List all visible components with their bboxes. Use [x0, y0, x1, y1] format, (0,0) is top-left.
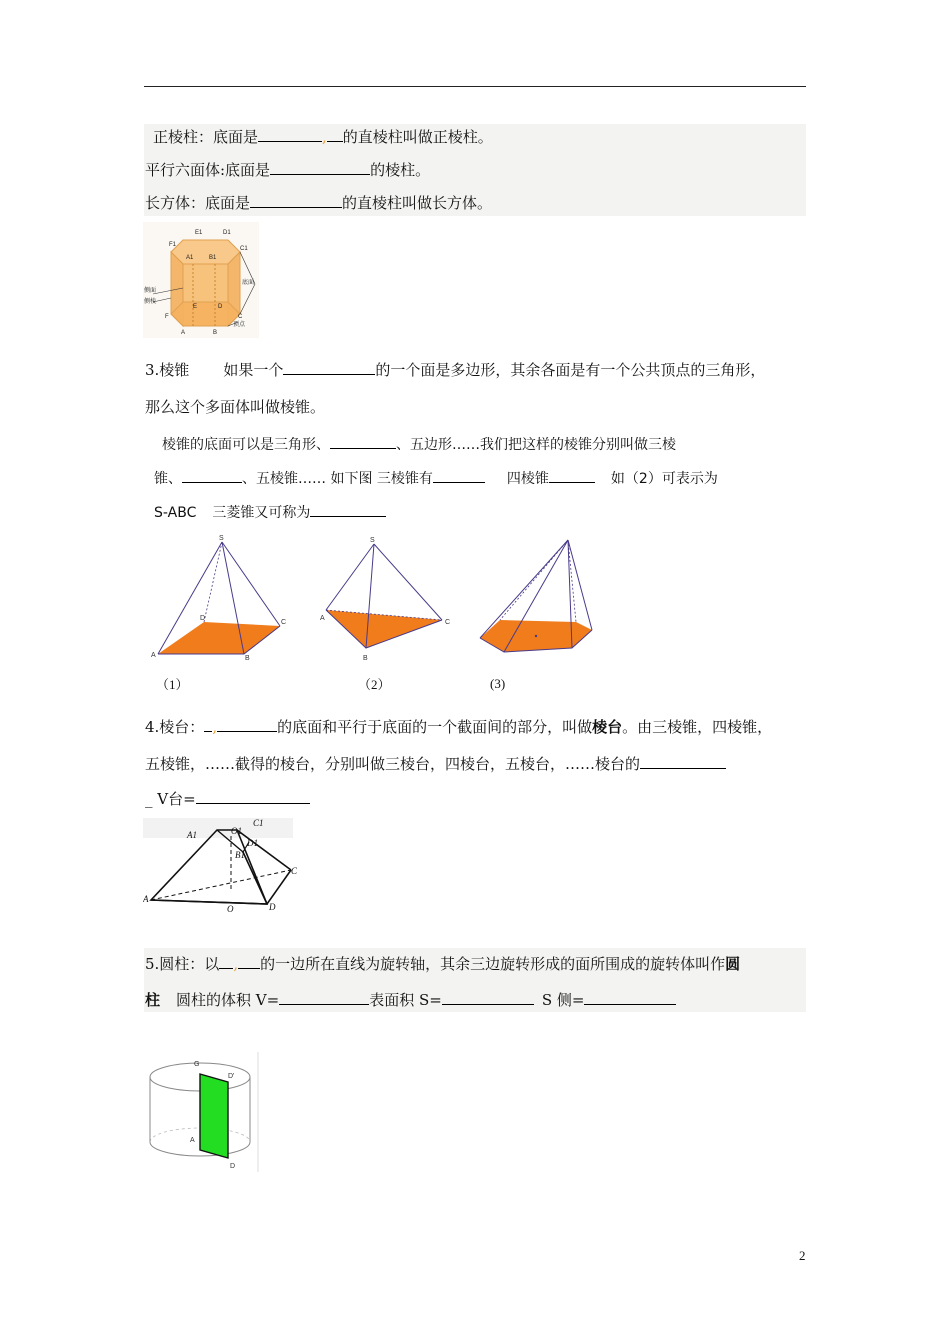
- fig-label: 侧面: [144, 288, 157, 294]
- pyramid-line-1: 3.棱锥 如果一个 的一个面是多边形，其余各面是有一个公共顶点的三角形，: [145, 361, 766, 379]
- blank[interactable]: [310, 502, 386, 517]
- fig-label: E1: [195, 230, 203, 236]
- fig-label: O1: [231, 826, 242, 836]
- figure-caption-3: (3): [490, 676, 506, 691]
- blank[interactable]: [283, 360, 375, 375]
- fig-label: D: [200, 615, 206, 622]
- fig-label: C: [281, 619, 287, 626]
- blank[interactable]: [549, 468, 595, 483]
- blank[interactable]: [584, 990, 676, 1005]
- fig-label: A1: [186, 255, 194, 261]
- fig-label: D': [228, 1073, 235, 1080]
- fig-label: B: [213, 330, 218, 336]
- blank[interactable]: [327, 127, 343, 142]
- fig-label: 顶点: [233, 322, 246, 328]
- cylinder-line-2: 柱 圆柱的体积 V= 表面积 S= S 侧=: [145, 990, 676, 1010]
- fig-label: B1: [235, 850, 245, 860]
- blank[interactable]: [219, 954, 233, 969]
- fig-label: C1: [253, 818, 264, 828]
- fig-label: D: [269, 902, 276, 912]
- pyramid-line-5: S-ABC 三菱锥又可称为: [154, 502, 386, 523]
- fig-label: F1: [169, 242, 177, 248]
- fig-label: A: [190, 1137, 195, 1144]
- blank[interactable]: [640, 754, 726, 769]
- frustum-line-2: 五棱锥，……截得的棱台，分别叫做三棱台，四棱台，五棱台，……棱台的: [145, 754, 726, 774]
- fig-label: F: [165, 314, 169, 320]
- fig-label: B1: [209, 255, 217, 261]
- fig-label: D: [218, 304, 223, 310]
- fig-label: C: [291, 866, 298, 876]
- fig-label: B: [363, 655, 368, 662]
- blank[interactable]: [250, 193, 342, 208]
- pyramid-line-4: 锥、 、五棱锥…… 如下图 三棱锥有 四棱锥 如（2）可表示为: [154, 468, 718, 489]
- fig-label: S: [219, 535, 224, 542]
- cylinder-figure: [144, 1052, 262, 1174]
- parallelepiped-line: 平行六面体:底面是 的棱柱。: [145, 161, 431, 179]
- blank[interactable]: [433, 468, 485, 483]
- fig-label: D1: [247, 838, 258, 848]
- frustum-line-1: 4.棱台： , 的底面和平行于底面的一个截面间的部分，叫做棱台。由三棱锥，四棱锥，: [145, 718, 773, 736]
- frustum-line-3: _ V台=: [145, 789, 310, 809]
- fig-label: C1: [240, 246, 248, 252]
- fig-label: B: [245, 655, 250, 662]
- cylinder-line-1: 5.圆柱：以 , 的一边所在直线为旋转轴，其余三边旋转形成的面所围成的旋转体叫作圆: [145, 955, 741, 973]
- page-number: 2: [799, 1248, 806, 1263]
- fig-label: A: [151, 652, 156, 659]
- blank[interactable]: [442, 990, 534, 1005]
- blank[interactable]: [196, 789, 310, 804]
- figure-caption-2: （2）: [358, 677, 391, 692]
- blank[interactable]: [270, 160, 370, 175]
- blank[interactable]: [258, 127, 322, 142]
- hexagonal-prism-figure: [143, 222, 259, 338]
- fig-label: D1: [223, 230, 231, 236]
- pyramid-line-3: 棱锥的底面可以是三角形、 、五边形……我们把这样的棱锥分别叫做三棱: [162, 434, 676, 455]
- blank[interactable]: [330, 434, 396, 449]
- regular-prism-line: 正棱柱：底面是 , 的直棱柱叫做正棱柱。: [153, 128, 493, 146]
- blank[interactable]: [238, 954, 260, 969]
- fig-label: C: [238, 314, 243, 320]
- frustum-figure: [143, 814, 303, 918]
- fig-label: 侧棱: [144, 299, 157, 305]
- fig-label: A: [181, 330, 186, 336]
- blank[interactable]: [182, 468, 242, 483]
- fig-label: C: [445, 619, 451, 626]
- pentagonal-pyramid-figure: [470, 530, 610, 664]
- fig-label: E: [193, 304, 198, 310]
- square-pyramid-figure: [148, 530, 288, 664]
- figure-caption-1: （1）: [156, 677, 189, 692]
- fig-label: A: [143, 894, 149, 904]
- fig-label: A1: [187, 830, 197, 840]
- pyramid-line-2: 那么这个多面体叫做棱锥。: [145, 398, 326, 416]
- fig-label: O: [227, 904, 234, 914]
- fig-label: D: [230, 1163, 236, 1170]
- blank[interactable]: [279, 990, 369, 1005]
- fig-label: A: [320, 615, 325, 622]
- fig-label: S: [370, 537, 375, 544]
- fig-label: G: [194, 1061, 200, 1068]
- header-rule: [144, 86, 806, 87]
- triangular-pyramid-figure: [318, 534, 458, 666]
- cuboid-line: 长方体：底面是 的直棱柱叫做长方体。: [145, 194, 493, 212]
- fig-label: 底面: [242, 280, 255, 286]
- blank[interactable]: [217, 717, 277, 732]
